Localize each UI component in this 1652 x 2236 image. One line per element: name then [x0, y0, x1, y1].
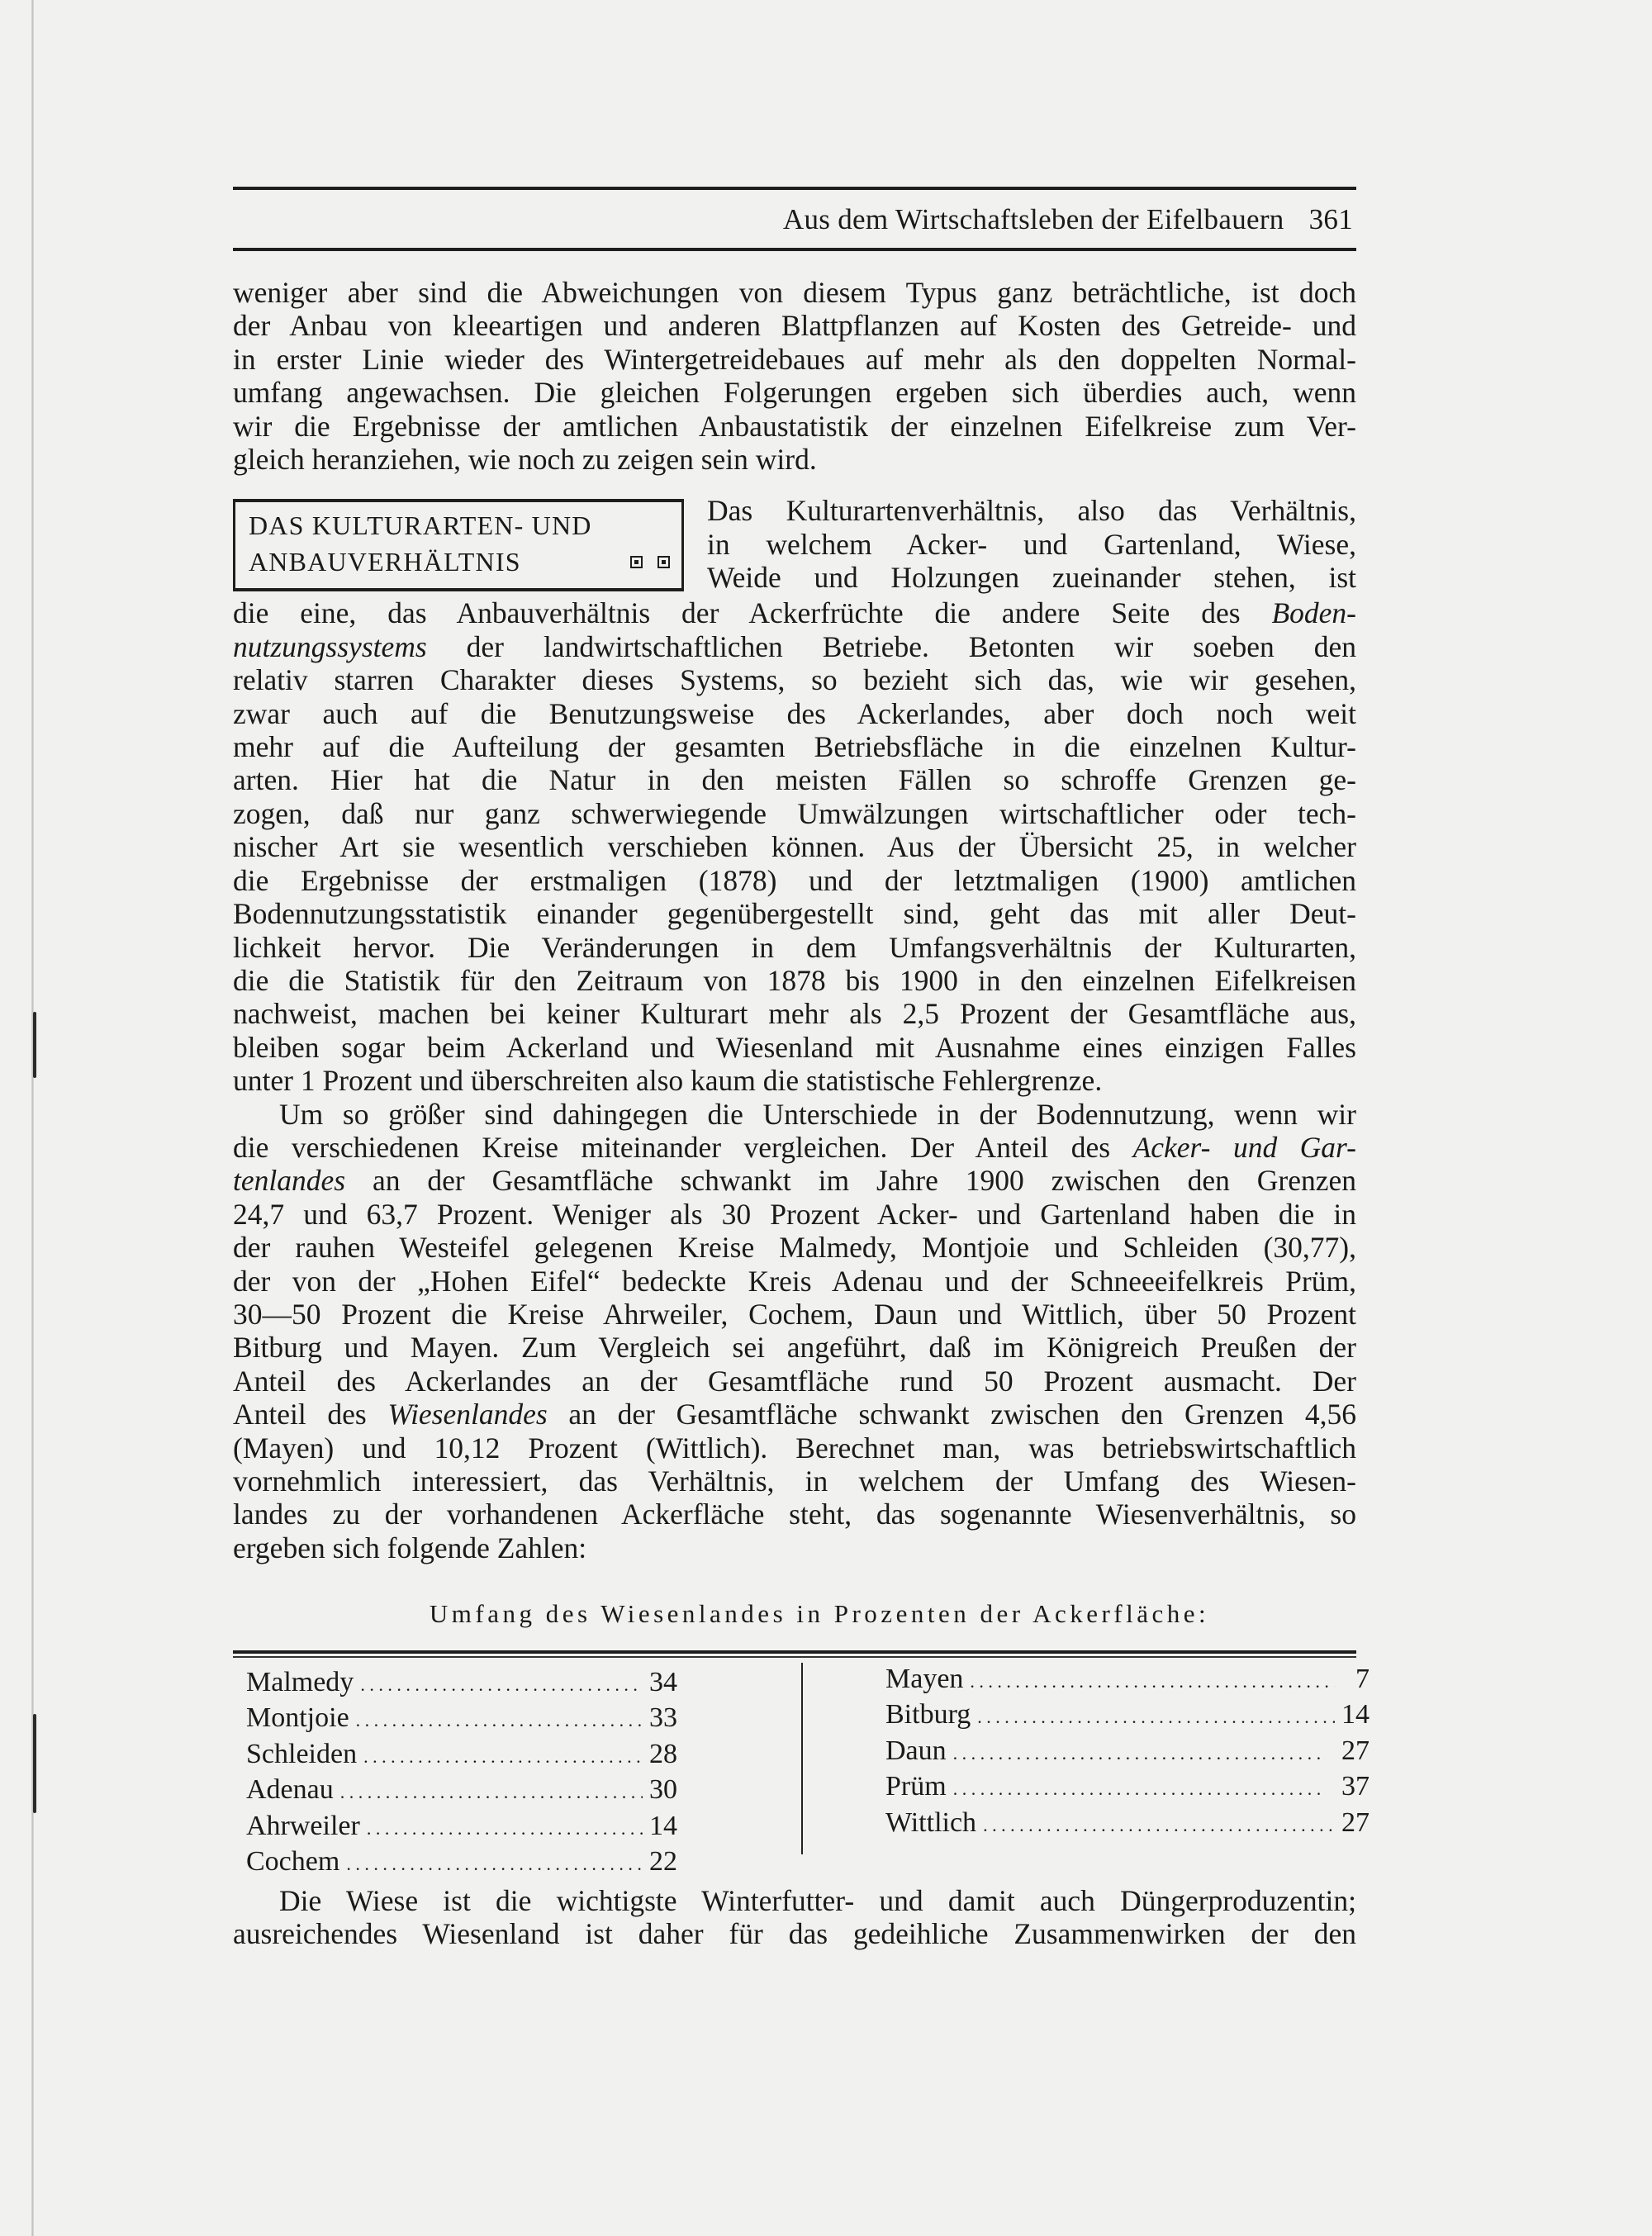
- table-row: [246, 1773, 677, 1810]
- table-row: [885, 1698, 1370, 1735]
- dot-leader: [983, 1809, 1335, 1843]
- text-line: [233, 1098, 1356, 1131]
- text-run: bleiben sogar beim Ackerland und Wiesenland mit Ausnahme eines einzigen Falles: [233, 1030, 1356, 1064]
- paragraph-continued: [233, 276, 1356, 476]
- text-line: [233, 763, 1356, 796]
- double-square-ornament-icon: [630, 556, 670, 568]
- percentage-value: 34: [649, 1666, 677, 1697]
- emphasis-text: nutzungssystems: [233, 629, 427, 663]
- text-line: [233, 830, 1356, 863]
- table-row: [246, 1738, 677, 1774]
- district-name: Daun: [885, 1735, 947, 1766]
- text-run: Bodennutzungsstatistik einander gegenübergestellt sind, geht das mit aller Deut-: [233, 897, 1356, 931]
- dot-leader: [970, 1665, 1335, 1699]
- table-row: [885, 1735, 1370, 1771]
- text-run: an der Gesamtfläche schwankt zwischen den Grenzen 4,56: [547, 1398, 1356, 1431]
- district-name: Prüm: [885, 1771, 947, 1802]
- dot-leader: [346, 1848, 643, 1882]
- section-heading-line-1: DAS KULTURARTEN- UND: [249, 510, 592, 541]
- text-run: zwar auch auf die Benutzungsweise des Ackerlandes, aber doch noch weit: [233, 696, 1356, 730]
- running-header: [233, 190, 1356, 248]
- gutter-mark: [33, 1012, 36, 1078]
- district-name: Cochem: [246, 1846, 340, 1878]
- text-run: relativ starren Charakter dieses Systems, so bezieht sich das, wie wir gesehen,: [233, 663, 1356, 697]
- text-run: lichkeit hervor. Die Veränderungen in dem Umfangsverhältnis der Kulturarten,: [233, 930, 1356, 964]
- district-name: Malmedy: [246, 1666, 354, 1697]
- district-name: Wittlich: [885, 1806, 977, 1838]
- text-run: nischer Art sie wesentlich verschieben können. Aus der Übersicht 25, in welcher: [233, 830, 1356, 864]
- text-run: (Mayen) und 10,12 Prozent (Wittlich). Berechnet man, was betriebswirtschaftlich: [233, 1431, 1356, 1465]
- paragraph-bodennutzung: [233, 1098, 1356, 1565]
- text-line: [233, 797, 1356, 830]
- text-run: arten. Hier hat die Natur in den meisten Fällen so schroffe Grenzen ge-: [233, 763, 1356, 797]
- dot-leader: [340, 1776, 643, 1810]
- text-line: [233, 1064, 1356, 1097]
- text-line: [233, 1431, 1356, 1465]
- table-rule-thick: [233, 1650, 1356, 1654]
- table-title: Umfang des Wiesenlandes in Prozenten der Ackerfläche:: [429, 1599, 1210, 1629]
- percentage-value: 22: [649, 1846, 677, 1878]
- text-run: 24,7 und 63,7 Prozent. Weniger als 30 Prozent Acker- und Gartenland haben die in: [233, 1197, 1356, 1231]
- text-run: die verschiedenen Kreise miteinander vergleichen. Der Anteil des: [233, 1130, 1133, 1164]
- percentage-value: 33: [649, 1702, 677, 1734]
- text-run: Bitburg und Mayen. Zum Vergleich sei angeführt, daß im Königreich Preußen der: [233, 1331, 1356, 1365]
- dot-leader: [953, 1737, 1335, 1771]
- text-run: unter 1 Prozent und überschreiten also kaum die statistische Fehlergrenze.: [233, 1064, 1103, 1098]
- section-kulturarten: [233, 494, 1356, 1097]
- table-row: [246, 1810, 677, 1846]
- text-line: [233, 997, 1356, 1030]
- text-run: der rauhen Westeifel gelegenen Kreise Malmedy, Montjoie und Schleiden (30,77),: [233, 1231, 1356, 1265]
- text-run: zogen, daß nur ganz schwerwiegende Umwälzungen wirtschaftlicher oder tech-: [233, 796, 1356, 830]
- text-line: [233, 1398, 1356, 1431]
- dot-leader: [356, 1704, 643, 1738]
- table-row: [246, 1702, 677, 1738]
- text-run: mehr auf die Aufteilung der gesamten Betriebsfläche in die einzelnen Kultur-: [233, 730, 1356, 764]
- table-column-left: [233, 1663, 803, 1878]
- text-line: [233, 1465, 1356, 1498]
- dot-leader: [953, 1773, 1335, 1806]
- dot-leader: [363, 1740, 643, 1774]
- text-line: [233, 1331, 1356, 1364]
- text-line: [233, 864, 1356, 897]
- text-line: [233, 697, 1356, 730]
- text-line: [233, 730, 1356, 763]
- percentage-value: 37: [1341, 1771, 1370, 1802]
- percentage-value: 14: [649, 1810, 677, 1841]
- text-line: [233, 663, 1356, 696]
- text-line: [233, 1031, 1356, 1064]
- text-line: [233, 1365, 1356, 1398]
- text-run: Anteil des: [233, 1398, 388, 1431]
- text-run: vornehmlich interessiert, das Verhältnis, in welchem der Umfang des Wiesen-: [233, 1465, 1356, 1498]
- district-name: Montjoie: [246, 1702, 349, 1734]
- district-name: Schleiden: [246, 1738, 358, 1769]
- text-line: in welchem Acker- und Gartenland, Wiese,: [707, 527, 1356, 561]
- percentage-value: 14: [1341, 1699, 1370, 1730]
- text-line: ausreichendes Wiesenland ist daher für das gedeihliche Zusammenwirken der den: [233, 1917, 1356, 1951]
- text-line: [233, 630, 1356, 663]
- text-run: die Ergebnisse der erstmaligen (1878) und der letztmaligen (1900) amtlichen: [233, 863, 1356, 897]
- text-line: Das Kulturartenverhältnis, also das Verhältnis,: [707, 494, 1356, 528]
- table-row: [885, 1806, 1370, 1843]
- gutter-mark: [33, 1714, 36, 1813]
- wiesenverhaeltnis-table: [233, 1663, 1370, 1878]
- text-line: [233, 931, 1356, 964]
- district-name: Mayen: [885, 1663, 964, 1694]
- text-line: der Anbau von kleeartigen und anderen Blattpflanzen auf Kosten des Getreide- und: [233, 309, 1356, 343]
- emphasis-text: tenlandes: [233, 1164, 346, 1198]
- emphasis-text: Acker- und Gar-: [1132, 1130, 1356, 1164]
- text-line: [233, 1231, 1356, 1264]
- text-run: nachweist, machen bei keiner Kulturart mehr als 2,5 Prozent der Gesamtfläche aus,: [233, 997, 1356, 1031]
- percentage-value: 7: [1355, 1663, 1370, 1694]
- table-row: [246, 1666, 677, 1702]
- paragraph-wiese: [233, 1884, 1356, 1951]
- district-name: Adenau: [246, 1774, 334, 1806]
- text-run: landes zu der vorhandenen Ackerfläche steht, das sogenannte Wiesenverhältnis, so: [233, 1498, 1356, 1531]
- table-row: [885, 1663, 1370, 1699]
- text-run: die eine, das Anbauverhältnis der Ackerfrüchte die andere Seite des: [233, 596, 1272, 630]
- running-title: Aus dem Wirtschaftsleben der Eifelbauern: [782, 203, 1284, 235]
- percentage-value: 30: [649, 1774, 677, 1806]
- page-gutter-shadow: [31, 0, 34, 2236]
- text-line: [233, 1498, 1356, 1531]
- text-line: wir die Ergebnisse der amtlichen Anbaustatistik der einzelnen Eifelkreise zum Ver-: [233, 409, 1356, 443]
- text-line: weniger aber sind die Abweichungen von diesem Typus ganz beträchtliche, ist doch: [233, 276, 1356, 309]
- text-line: [233, 1198, 1356, 1231]
- text-line: [233, 1164, 1356, 1197]
- text-run: der von der „Hohen Eifel“ bedeckte Kreis Adenau und der Schneeeifelkreis Prüm,: [233, 1264, 1356, 1298]
- text-run: an der Gesamtfläche schwankt im Jahre 1900 zwischen den Grenzen: [345, 1164, 1356, 1198]
- table-column-right: [803, 1663, 1373, 1854]
- text-line: [233, 1531, 1356, 1564]
- book-page: [233, 187, 1370, 1951]
- text-run: ergeben sich folgende Zahlen:: [233, 1531, 587, 1564]
- emphasis-text: Boden-: [1271, 596, 1356, 630]
- text-line: [233, 1131, 1356, 1164]
- text-line: Die Wiese ist die wichtigste Winterfutter- und damit auch Düngerproduzentin;: [279, 1883, 1356, 1917]
- percentage-value: 27: [1341, 1806, 1370, 1838]
- page-number: 361: [1308, 203, 1353, 235]
- text-line: gleich heranziehen, wie noch zu zeigen sein wird.: [233, 443, 817, 477]
- table-row: [885, 1770, 1370, 1806]
- percentage-value: 27: [1341, 1735, 1370, 1766]
- percentage-value: 28: [649, 1738, 677, 1769]
- text-line: umfang angewachsen. Die gleichen Folgerungen ergeben sich überdies auch, wenn: [233, 376, 1356, 410]
- text-line: in erster Linie wieder des Wintergetreidebaues auf mehr als den doppelten Normal-: [233, 342, 1356, 376]
- text-line: [233, 596, 1356, 629]
- text-line: [233, 897, 1356, 930]
- text-run: 30—50 Prozent die Kreise Ahrweiler, Cochem, Daun und Wittlich, über 50 Prozent: [233, 1297, 1356, 1331]
- text-line: [233, 1298, 1356, 1331]
- text-run: Anteil des Ackerlandes an der Gesamtfläche rund 50 Prozent ausmacht. Der: [233, 1364, 1356, 1398]
- dot-leader: [360, 1669, 643, 1702]
- text-run: die die Statistik für den Zeitraum von 1878 bis 1900 in den einzelnen Eifelkreisen: [233, 963, 1356, 997]
- district-name: Ahrweiler: [246, 1810, 360, 1841]
- dot-leader: [367, 1812, 643, 1846]
- emphasis-text: Wiesenlandes: [387, 1398, 548, 1431]
- section-heading-box: [233, 499, 684, 591]
- dot-leader: [977, 1701, 1335, 1735]
- text-run: der landwirtschaftlichen Betriebe. Betonten wir soeben den: [426, 629, 1356, 663]
- table-row: [246, 1845, 677, 1882]
- district-name: Bitburg: [885, 1699, 971, 1730]
- text-line: [233, 1265, 1356, 1298]
- section-heading-line-2: ANBAUVERHÄLTNIS: [249, 547, 521, 577]
- text-line: [233, 964, 1356, 997]
- text-line: Weide und Holzungen zueinander stehen, ist: [707, 561, 1356, 595]
- header-rule-bottom: [233, 248, 1356, 251]
- table-rule-thin: [233, 1656, 1356, 1658]
- text-run: Um so größer sind dahingegen die Unterschiede in der Bodennutzung, wenn wir: [279, 1097, 1356, 1131]
